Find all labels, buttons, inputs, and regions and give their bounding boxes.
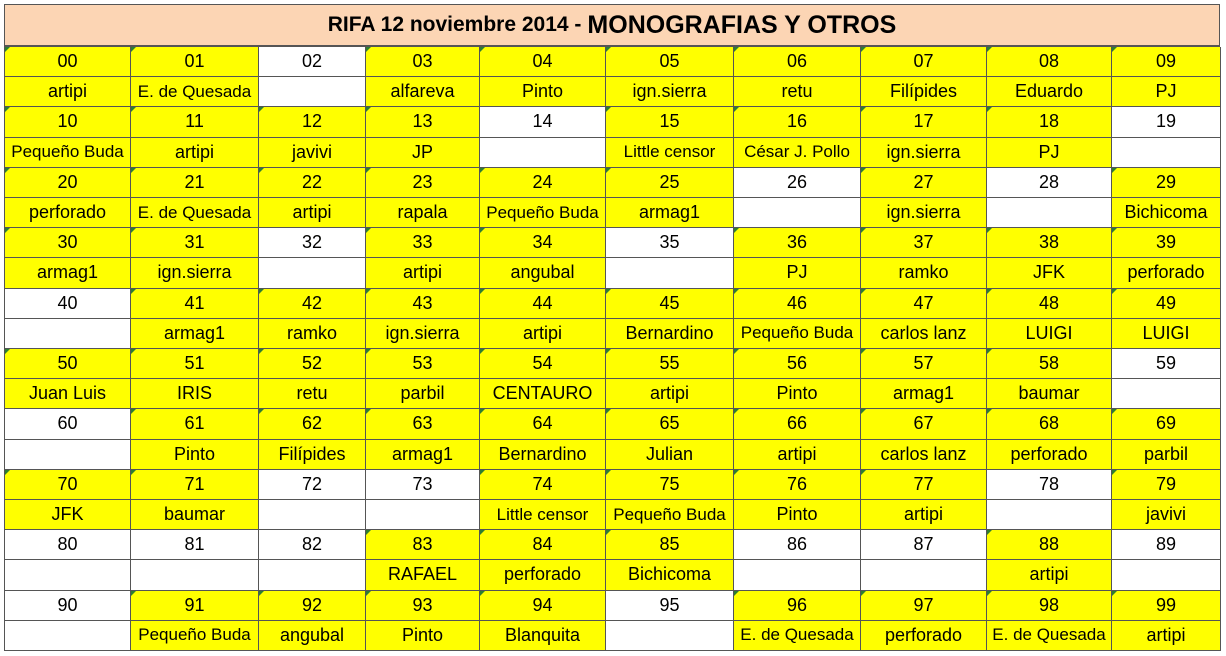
raffle-participant-cell: César J. Pollo [734, 138, 861, 168]
raffle-number-cell: 37 [861, 228, 987, 258]
raffle-number-cell: 67 [861, 409, 987, 439]
raffle-number-cell: 54 [480, 349, 606, 379]
raffle-participant-cell: PJ [734, 258, 861, 288]
raffle-number-cell: 81 [131, 530, 259, 560]
raffle-participant-cell: baumar [987, 379, 1112, 409]
raffle-participant-cell: armag1 [606, 198, 734, 228]
raffle-number-cell: 06 [734, 47, 861, 77]
raffle-participant-cell: Blanquita [480, 621, 606, 651]
raffle-participant-cell: parbil [366, 379, 480, 409]
raffle-number-cell: 87 [861, 530, 987, 560]
raffle-number-cell: 17 [861, 107, 987, 137]
raffle-number-cell: 26 [734, 168, 861, 198]
raffle-number-cell: 20 [5, 168, 131, 198]
raffle-participant-cell: artipi [1112, 621, 1221, 651]
raffle-participant-cell: LUIGI [1112, 319, 1221, 349]
raffle-participant-cell: alfareva [366, 77, 480, 107]
raffle-participant-cell: JP [366, 138, 480, 168]
raffle-number-cell: 53 [366, 349, 480, 379]
raffle-sheet [4, 4, 1220, 651]
raffle-participant-cell: Filípides [259, 440, 366, 470]
raffle-participant-cell: Pinto [480, 77, 606, 107]
title-main: MONOGRAFIAS Y OTROS [587, 10, 897, 39]
raffle-participant-cell: E. de Quesada [734, 621, 861, 651]
raffle-number-cell: 66 [734, 409, 861, 439]
raffle-number-cell: 45 [606, 289, 734, 319]
raffle-participant-cell: perforado [480, 560, 606, 590]
raffle-participant-cell: Pinto [366, 621, 480, 651]
raffle-participant-cell: ramko [259, 319, 366, 349]
raffle-number-cell: 85 [606, 530, 734, 560]
raffle-participant-cell: armag1 [131, 319, 259, 349]
raffle-number-cell: 76 [734, 470, 861, 500]
raffle-number-cell: 23 [366, 168, 480, 198]
raffle-participant-cell [5, 560, 131, 590]
raffle-number-cell: 21 [131, 168, 259, 198]
raffle-participant-cell: parbil [1112, 440, 1221, 470]
raffle-participant-cell: javivi [259, 138, 366, 168]
raffle-number-cell: 93 [366, 591, 480, 621]
raffle-number-cell: 86 [734, 530, 861, 560]
raffle-number-cell: 46 [734, 289, 861, 319]
raffle-number-cell: 63 [366, 409, 480, 439]
raffle-number-cell: 92 [259, 591, 366, 621]
raffle-participant-cell: artipi [5, 77, 131, 107]
raffle-number-cell: 48 [987, 289, 1112, 319]
raffle-number-cell: 72 [259, 470, 366, 500]
raffle-number-cell: 35 [606, 228, 734, 258]
raffle-participant-cell [987, 198, 1112, 228]
raffle-participant-cell [861, 560, 987, 590]
raffle-number-cell: 75 [606, 470, 734, 500]
raffle-number-cell: 52 [259, 349, 366, 379]
raffle-participant-cell: armag1 [366, 440, 480, 470]
raffle-number-cell: 51 [131, 349, 259, 379]
raffle-number-cell: 03 [366, 47, 480, 77]
raffle-participant-cell: Pequeño Buda [131, 621, 259, 651]
raffle-number-cell: 19 [1112, 107, 1221, 137]
raffle-participant-cell: artipi [131, 138, 259, 168]
raffle-participant-cell: angubal [259, 621, 366, 651]
raffle-number-cell: 61 [131, 409, 259, 439]
raffle-number-cell: 00 [5, 47, 131, 77]
raffle-number-cell: 60 [5, 409, 131, 439]
raffle-participant-cell: javivi [1112, 500, 1221, 530]
raffle-number-cell: 77 [861, 470, 987, 500]
raffle-number-cell: 47 [861, 289, 987, 319]
raffle-number-cell: 96 [734, 591, 861, 621]
raffle-number-cell: 11 [131, 107, 259, 137]
raffle-participant-cell: retu [259, 379, 366, 409]
raffle-participant-cell: LUIGI [987, 319, 1112, 349]
raffle-participant-cell [606, 621, 734, 651]
raffle-number-cell: 65 [606, 409, 734, 439]
raffle-participant-cell: Bichicoma [606, 560, 734, 590]
raffle-participant-cell [259, 77, 366, 107]
raffle-number-cell: 05 [606, 47, 734, 77]
raffle-participant-cell: perforado [5, 198, 131, 228]
raffle-participant-cell: Juan Luis [5, 379, 131, 409]
raffle-number-cell: 09 [1112, 47, 1221, 77]
raffle-number-cell: 74 [480, 470, 606, 500]
raffle-number-cell: 04 [480, 47, 606, 77]
raffle-participant-cell: IRIS [131, 379, 259, 409]
raffle-participant-cell: carlos lanz [861, 440, 987, 470]
raffle-number-cell: 88 [987, 530, 1112, 560]
raffle-number-cell: 42 [259, 289, 366, 319]
raffle-participant-cell [131, 560, 259, 590]
raffle-participant-cell: perforado [1112, 258, 1221, 288]
raffle-participant-cell [480, 138, 606, 168]
raffle-number-cell: 12 [259, 107, 366, 137]
raffle-number-cell: 39 [1112, 228, 1221, 258]
raffle-participant-cell: perforado [861, 621, 987, 651]
raffle-participant-cell: Pinto [734, 500, 861, 530]
raffle-participant-cell: PJ [1112, 77, 1221, 107]
raffle-number-cell: 01 [131, 47, 259, 77]
raffle-number-cell: 78 [987, 470, 1112, 500]
raffle-participant-cell: Little censor [606, 138, 734, 168]
raffle-participant-cell: armag1 [861, 379, 987, 409]
raffle-participant-cell: Pinto [131, 440, 259, 470]
raffle-participant-cell [987, 500, 1112, 530]
raffle-participant-cell: E. de Quesada [131, 198, 259, 228]
raffle-number-cell: 56 [734, 349, 861, 379]
raffle-participant-cell [259, 560, 366, 590]
raffle-participant-cell: angubal [480, 258, 606, 288]
sheet-title [4, 4, 1220, 46]
raffle-number-cell: 84 [480, 530, 606, 560]
raffle-number-cell: 91 [131, 591, 259, 621]
raffle-participant-cell [1112, 560, 1221, 590]
raffle-participant-cell: baumar [131, 500, 259, 530]
raffle-participant-cell: Julian [606, 440, 734, 470]
raffle-participant-cell: JFK [5, 500, 131, 530]
raffle-participant-cell [5, 319, 131, 349]
raffle-participant-cell: artipi [606, 379, 734, 409]
raffle-number-cell: 18 [987, 107, 1112, 137]
raffle-number-cell: 15 [606, 107, 734, 137]
raffle-participant-cell [734, 198, 861, 228]
raffle-number-cell: 33 [366, 228, 480, 258]
raffle-number-cell: 31 [131, 228, 259, 258]
raffle-participant-cell [1112, 138, 1221, 168]
raffle-number-cell: 90 [5, 591, 131, 621]
raffle-number-cell: 24 [480, 168, 606, 198]
raffle-participant-cell: ign.sierra [861, 198, 987, 228]
raffle-number-cell: 70 [5, 470, 131, 500]
raffle-participant-cell: artipi [734, 440, 861, 470]
raffle-number-cell: 71 [131, 470, 259, 500]
raffle-participant-cell: E. de Quesada [131, 77, 259, 107]
raffle-participant-cell: perforado [987, 440, 1112, 470]
raffle-participant-cell: Bichicoma [1112, 198, 1221, 228]
raffle-participant-cell: Pinto [734, 379, 861, 409]
raffle-number-cell: 02 [259, 47, 366, 77]
raffle-participant-cell: Bernardino [480, 440, 606, 470]
raffle-participant-cell: ign.sierra [861, 138, 987, 168]
raffle-number-cell: 07 [861, 47, 987, 77]
raffle-participant-cell: JFK [987, 258, 1112, 288]
raffle-number-cell: 57 [861, 349, 987, 379]
raffle-number-cell: 34 [480, 228, 606, 258]
raffle-number-cell: 22 [259, 168, 366, 198]
raffle-participant-cell: artipi [861, 500, 987, 530]
raffle-number-cell: 16 [734, 107, 861, 137]
raffle-number-cell: 68 [987, 409, 1112, 439]
raffle-participant-cell [259, 500, 366, 530]
raffle-number-cell: 40 [5, 289, 131, 319]
raffle-participant-cell [5, 440, 131, 470]
title-prefix: RIFA 12 noviembre 2014 - [327, 13, 582, 36]
raffle-participant-cell [366, 500, 480, 530]
raffle-number-cell: 27 [861, 168, 987, 198]
raffle-number-cell: 98 [987, 591, 1112, 621]
raffle-participant-cell: Bernardino [606, 319, 734, 349]
raffle-number-cell: 49 [1112, 289, 1221, 319]
raffle-number-cell: 38 [987, 228, 1112, 258]
raffle-participant-cell: Pequeño Buda [5, 138, 131, 168]
raffle-participant-cell: Filípides [861, 77, 987, 107]
raffle-number-cell: 44 [480, 289, 606, 319]
raffle-number-cell: 36 [734, 228, 861, 258]
raffle-number-cell: 62 [259, 409, 366, 439]
raffle-number-cell: 28 [987, 168, 1112, 198]
raffle-grid [4, 46, 1220, 651]
raffle-participant-cell: Pequeño Buda [734, 319, 861, 349]
raffle-number-cell: 99 [1112, 591, 1221, 621]
raffle-number-cell: 50 [5, 349, 131, 379]
raffle-number-cell: 32 [259, 228, 366, 258]
raffle-participant-cell: artipi [366, 258, 480, 288]
raffle-participant-cell: artipi [480, 319, 606, 349]
raffle-number-cell: 83 [366, 530, 480, 560]
raffle-number-cell: 25 [606, 168, 734, 198]
raffle-participant-cell [606, 258, 734, 288]
raffle-participant-cell: ign.sierra [366, 319, 480, 349]
raffle-participant-cell: armag1 [5, 258, 131, 288]
raffle-number-cell: 10 [5, 107, 131, 137]
raffle-participant-cell: artipi [987, 560, 1112, 590]
raffle-participant-cell: PJ [987, 138, 1112, 168]
raffle-participant-cell: artipi [259, 198, 366, 228]
raffle-participant-cell: ign.sierra [606, 77, 734, 107]
raffle-participant-cell: retu [734, 77, 861, 107]
raffle-number-cell: 97 [861, 591, 987, 621]
raffle-participant-cell: CENTAURO [480, 379, 606, 409]
raffle-number-cell: 14 [480, 107, 606, 137]
raffle-number-cell: 79 [1112, 470, 1221, 500]
raffle-number-cell: 64 [480, 409, 606, 439]
raffle-participant-cell: carlos lanz [861, 319, 987, 349]
raffle-participant-cell: Eduardo [987, 77, 1112, 107]
raffle-number-cell: 30 [5, 228, 131, 258]
raffle-number-cell: 82 [259, 530, 366, 560]
raffle-participant-cell: E. de Quesada [987, 621, 1112, 651]
raffle-number-cell: 94 [480, 591, 606, 621]
raffle-number-cell: 41 [131, 289, 259, 319]
raffle-number-cell: 73 [366, 470, 480, 500]
raffle-participant-cell: ign.sierra [131, 258, 259, 288]
raffle-number-cell: 55 [606, 349, 734, 379]
raffle-number-cell: 80 [5, 530, 131, 560]
raffle-number-cell: 13 [366, 107, 480, 137]
raffle-number-cell: 59 [1112, 349, 1221, 379]
raffle-participant-cell [1112, 379, 1221, 409]
raffle-number-cell: 95 [606, 591, 734, 621]
raffle-number-cell: 43 [366, 289, 480, 319]
raffle-participant-cell: RAFAEL [366, 560, 480, 590]
raffle-participant-cell [734, 560, 861, 590]
raffle-participant-cell: rapala [366, 198, 480, 228]
raffle-participant-cell: Little censor [480, 500, 606, 530]
raffle-number-cell: 29 [1112, 168, 1221, 198]
raffle-participant-cell: Pequeño Buda [480, 198, 606, 228]
raffle-participant-cell [5, 621, 131, 651]
raffle-number-cell: 69 [1112, 409, 1221, 439]
raffle-participant-cell: Pequeño Buda [606, 500, 734, 530]
raffle-number-cell: 08 [987, 47, 1112, 77]
raffle-number-cell: 89 [1112, 530, 1221, 560]
raffle-participant-cell [259, 258, 366, 288]
raffle-participant-cell: ramko [861, 258, 987, 288]
raffle-number-cell: 58 [987, 349, 1112, 379]
